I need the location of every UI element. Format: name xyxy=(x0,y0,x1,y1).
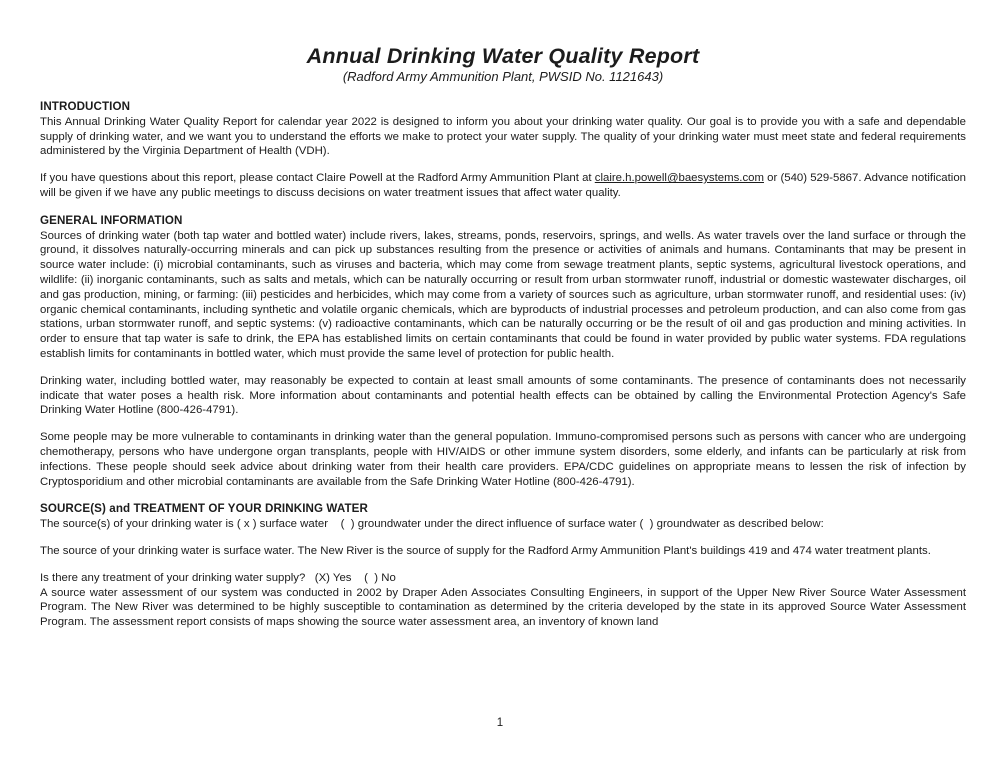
general-information-paragraph-1: Sources of drinking water (both tap water and bottled water) include rivers, lakes, streams, ponds, reservoirs, springs, and wells. As water travels over the land surface or through the ground, it dissolves naturally-occurring minerals and can pick up substances resulting from the presence or activities of animals and humans. Contaminants that may be present in source water include: (i) microbial contaminants, such as viruses and bacteria, which may come from sewage treatment plants, septic systems, agricultural livestock operations, and wildlife: (ii) inorganic contaminants, such as salts and metals, which can be naturally occurring or result from urban stormwater runoff, industrial or domestic wastewater discharges, oil and gas production, mining, or farming: (iii) pesticides and herbicides, which may come from a variety of sources such as agriculture, urban stormwater runoff, and residential uses: (iv) organic chemical contaminants, including synthetic and volatile organic chemicals, which are byproducts of industrial processes and petroleum production, and can also come from gas stations, urban stormwater runoff, and septic systems: (v) radioactive contaminants, which can be naturally occurring or be the result of oil and gas production and mining activities. In order to ensure that tap water is safe to drink, the EPA has established limits on certain contaminants that could be found in water provided by public water systems. FDA regulations establish limits for contaminants in bottled water, which must provide the same level of protection for public health. xyxy=(40,229,966,360)
email-link[interactable]: claire.h.powell@baesystems.com xyxy=(594,172,764,185)
section-heading-introduction: INTRODUCTION xyxy=(40,100,131,113)
contact-text-before: If you have questions about this report, please contact Claire Powell at the Radford Army Ammunition Plant at xyxy=(40,172,595,185)
section-heading-source-treatment: SOURCE(S) and TREATMENT OF YOUR DRINKING WATER xyxy=(40,502,368,516)
source-description-paragraph: The source of your drinking water is surface water. The New River is the source of supply for the Radford Army Ammunition Plant's buildings 419 and 474 water treatment plants. xyxy=(40,544,931,557)
section-heading-general-information: GENERAL INFORMATION xyxy=(40,213,183,227)
general-information-paragraph-2: Drinking water, including bottled water, may reasonably be expected to contain at least small amounts of some contaminants. The presence of contaminants does not necessarily indicate that water poses a health risk. More information about contaminants and potential health effects can be obtained by calling the Environmental Protection Agency's Safe Drinking Water Hotline (800-426-4791). xyxy=(40,374,966,417)
page-number: 1 xyxy=(496,717,504,729)
document-title: Annual Drinking Water Quality Report xyxy=(306,44,700,68)
introduction-paragraph-contact xyxy=(40,171,966,201)
document-subtitle: (Radford Army Ammunition Plant, PWSID No. 1121643) xyxy=(342,69,664,84)
assessment-paragraph: A source water assessment of our system was conducted in 2002 by Draper Aden Associates Consulting Engineers, in support of the Upper New River Source Water Assessment Program. The New River was determined to be highly susceptible to contamination as determined by the criteria developed by the state in its approved Source Water Assessment Program. The assessment report consists of maps showing the source water assessment area, an inventory of known land xyxy=(40,586,966,629)
treatment-question-line: Is there any treatment of your drinking water supply? (X) Yes ( ) No xyxy=(40,571,396,584)
introduction-paragraph-1: This Annual Drinking Water Quality Report for calendar year 2022 is designed to inform you about your drinking water quality. Our goal is to provide you with a safe and dependable supply of drinking water, and we want you to understand the efforts we make to protect your water supply. The quality of your drinking water must meet state and federal requirements administered by the Virginia Department of Health (VDH). xyxy=(40,115,966,158)
contact-text-after: or (540) 529-5867. Advance notification will be given if we have any public meetings to discuss decisions on water treatment issues that affect water quality. xyxy=(40,172,966,199)
general-information-paragraph-3: Some people may be more vulnerable to contaminants in drinking water than the general population. Immuno-compromised persons such as persons with cancer who are undergoing chemotherapy, persons who have undergone organ transplants, people with HIV/AIDS or other immune system disorders, some elderly, and infants can be particularly at risk from infections. These people should seek advice about drinking water from their health care providers. EPA/CDC guidelines on appropriate means to lessen the risk of infection by Cryptosporidium and other microbial contaminants are available from the Safe Drinking Water Hotline (800-426-4791). xyxy=(40,431,966,488)
source-type-checkbox-line: The source(s) of your drinking water is ( x ) surface water ( ) groundwater under the direct influence of surface water ( ) groundwater as described below: xyxy=(40,518,824,531)
